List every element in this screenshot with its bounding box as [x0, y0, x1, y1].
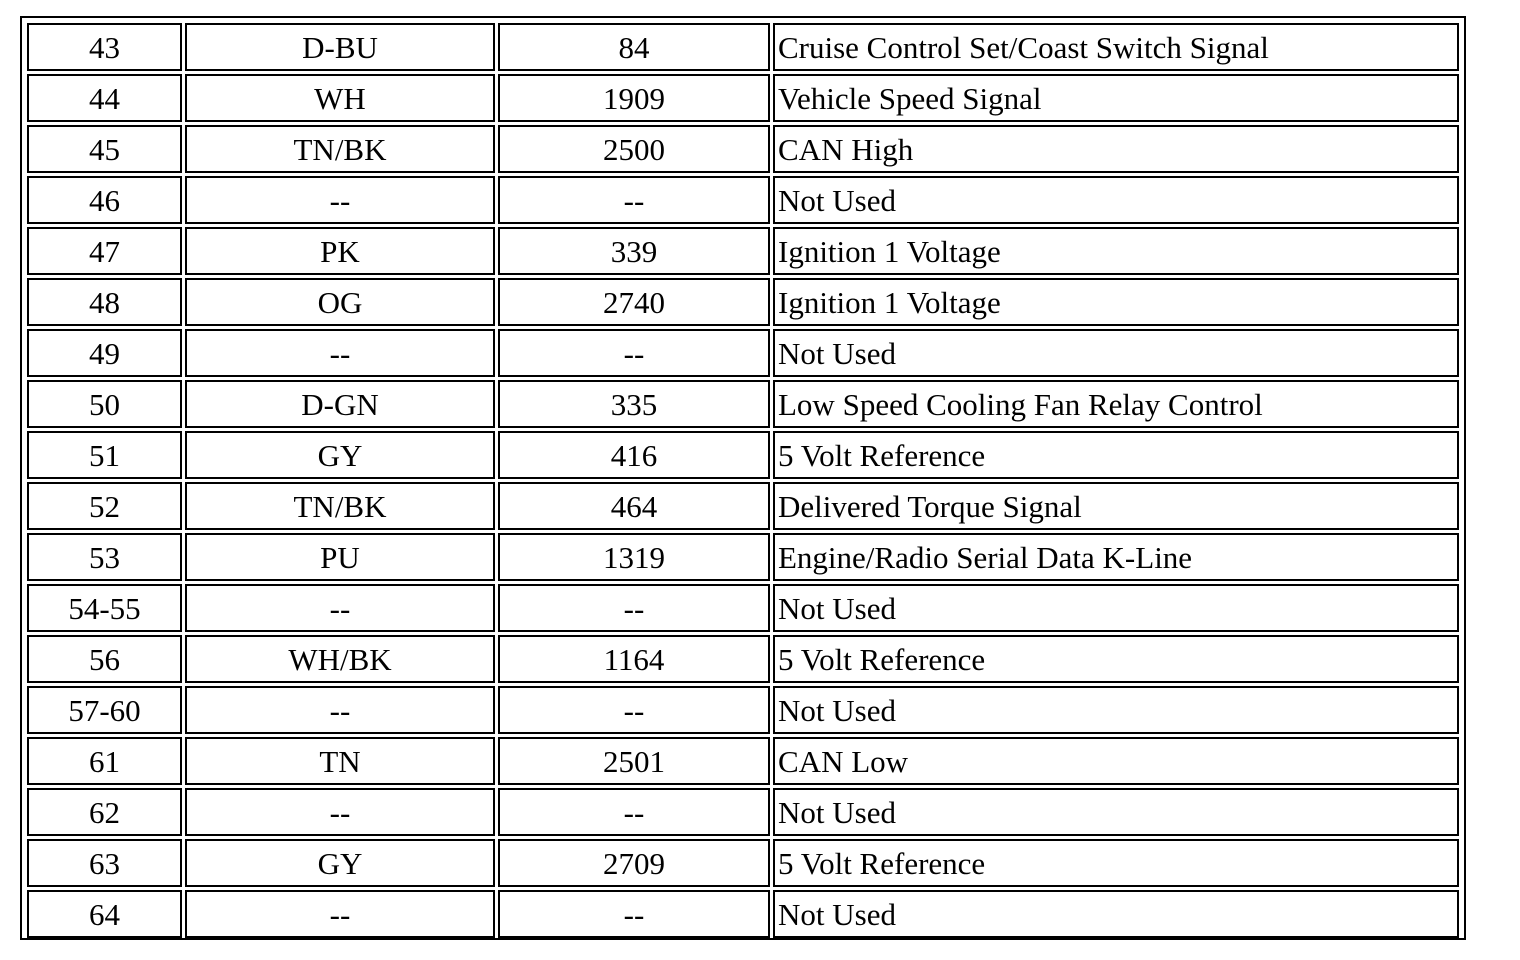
circuit-number-cell: 2709 [498, 839, 770, 887]
table-row [27, 788, 1459, 836]
wire-color-cell: TN [185, 737, 495, 785]
table-row [27, 329, 1459, 377]
function-cell: Engine/Radio Serial Data K-Line [773, 533, 1459, 581]
table-row [27, 431, 1459, 479]
table-row [27, 227, 1459, 275]
pin-cell: 46 [27, 176, 182, 224]
function-cell: Not Used [773, 890, 1459, 938]
wire-color-cell: WH [185, 74, 495, 122]
function-cell: Not Used [773, 584, 1459, 632]
function-cell: Ignition 1 Voltage [773, 278, 1459, 326]
pin-cell: 62 [27, 788, 182, 836]
function-cell: Vehicle Speed Signal [773, 74, 1459, 122]
table-row [27, 839, 1459, 887]
function-cell: CAN Low [773, 737, 1459, 785]
pin-cell: 45 [27, 125, 182, 173]
pin-cell: 56 [27, 635, 182, 683]
pin-cell: 63 [27, 839, 182, 887]
circuit-number-cell: -- [498, 788, 770, 836]
table-row [27, 380, 1459, 428]
table-row [27, 278, 1459, 326]
pin-cell: 52 [27, 482, 182, 530]
pin-cell: 44 [27, 74, 182, 122]
wire-color-cell: -- [185, 176, 495, 224]
function-cell: Not Used [773, 329, 1459, 377]
pin-cell: 48 [27, 278, 182, 326]
table-row [27, 890, 1459, 938]
circuit-number-cell: 2740 [498, 278, 770, 326]
function-cell: Low Speed Cooling Fan Relay Control [773, 380, 1459, 428]
pin-cell: 57-60 [27, 686, 182, 734]
wire-color-cell: PU [185, 533, 495, 581]
pin-cell: 61 [27, 737, 182, 785]
function-cell: Ignition 1 Voltage [773, 227, 1459, 275]
circuit-number-cell: 464 [498, 482, 770, 530]
table-row [27, 635, 1459, 683]
circuit-number-cell: 1164 [498, 635, 770, 683]
pin-cell: 53 [27, 533, 182, 581]
circuit-number-cell: 416 [498, 431, 770, 479]
table-body [27, 23, 1459, 938]
pin-cell: 50 [27, 380, 182, 428]
table-row [27, 125, 1459, 173]
function-cell: 5 Volt Reference [773, 431, 1459, 479]
function-cell: Not Used [773, 686, 1459, 734]
pin-cell: 47 [27, 227, 182, 275]
wire-color-cell: WH/BK [185, 635, 495, 683]
table-row [27, 176, 1459, 224]
circuit-number-cell: 2500 [498, 125, 770, 173]
circuit-number-cell: 1319 [498, 533, 770, 581]
table-row [27, 737, 1459, 785]
wire-color-cell: -- [185, 584, 495, 632]
circuit-number-cell: 339 [498, 227, 770, 275]
circuit-number-cell: 84 [498, 23, 770, 71]
circuit-number-cell: -- [498, 176, 770, 224]
function-cell: CAN High [773, 125, 1459, 173]
function-cell: Cruise Control Set/Coast Switch Signal [773, 23, 1459, 71]
wire-color-cell: -- [185, 329, 495, 377]
circuit-number-cell: -- [498, 329, 770, 377]
table-row [27, 23, 1459, 71]
circuit-number-cell: 2501 [498, 737, 770, 785]
connector-pinout-table [20, 16, 1466, 940]
circuit-number-cell: -- [498, 584, 770, 632]
table-row [27, 686, 1459, 734]
table-row [27, 533, 1459, 581]
function-cell: 5 Volt Reference [773, 635, 1459, 683]
circuit-number-cell: 335 [498, 380, 770, 428]
pinout-table [24, 20, 1462, 941]
table-row [27, 482, 1459, 530]
table-row [27, 74, 1459, 122]
circuit-number-cell: -- [498, 686, 770, 734]
wire-color-cell: -- [185, 686, 495, 734]
circuit-number-cell: 1909 [498, 74, 770, 122]
pin-cell: 64 [27, 890, 182, 938]
wire-color-cell: TN/BK [185, 482, 495, 530]
wire-color-cell: -- [185, 788, 495, 836]
function-cell: Delivered Torque Signal [773, 482, 1459, 530]
wire-color-cell: -- [185, 890, 495, 938]
circuit-number-cell: -- [498, 890, 770, 938]
pin-cell: 51 [27, 431, 182, 479]
function-cell: Not Used [773, 788, 1459, 836]
wire-color-cell: PK [185, 227, 495, 275]
wire-color-cell: GY [185, 431, 495, 479]
wire-color-cell: GY [185, 839, 495, 887]
wire-color-cell: D-BU [185, 23, 495, 71]
pin-cell: 49 [27, 329, 182, 377]
pin-cell: 43 [27, 23, 182, 71]
wire-color-cell: TN/BK [185, 125, 495, 173]
function-cell: Not Used [773, 176, 1459, 224]
wire-color-cell: OG [185, 278, 495, 326]
pin-cell: 54-55 [27, 584, 182, 632]
function-cell: 5 Volt Reference [773, 839, 1459, 887]
wire-color-cell: D-GN [185, 380, 495, 428]
table-row [27, 584, 1459, 632]
